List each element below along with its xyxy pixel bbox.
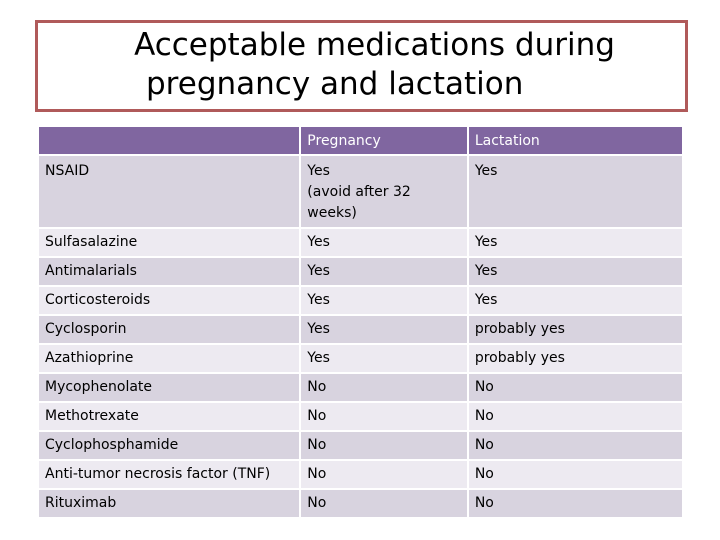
medications-table [37, 125, 684, 519]
pregnancy-cell: Yes [301, 229, 467, 256]
table-row [39, 490, 682, 517]
header-pregnancy: Pregnancy [301, 127, 467, 154]
lactation-cell: probably yes [469, 316, 682, 343]
table-row [39, 461, 682, 488]
pregnancy-cell: No [301, 432, 467, 459]
drug-cell: Azathioprine [39, 345, 299, 372]
pregnancy-cell: No [301, 403, 467, 430]
pregnancy-cell: Yes [301, 258, 467, 285]
lactation-cell: probably yes [469, 345, 682, 372]
table-row [39, 229, 682, 256]
lactation-cell: Yes [469, 258, 682, 285]
pregnancy-cell: Yes [301, 316, 467, 343]
table-row [39, 374, 682, 401]
table-row [39, 432, 682, 459]
table-row [39, 258, 682, 285]
lactation-cell: No [469, 374, 682, 401]
table-row [39, 316, 682, 343]
pregnancy-cell: No [301, 490, 467, 517]
header-lactation: Lactation [469, 127, 682, 154]
drug-cell: Cyclosporin [39, 316, 299, 343]
title-line-1: Acceptable medications during [134, 27, 615, 63]
table-row [39, 403, 682, 430]
table-header-row [39, 127, 682, 154]
drug-cell: Methotrexate [39, 403, 299, 430]
lactation-cell: Yes [469, 287, 682, 314]
table-row [39, 156, 682, 227]
title-line-2: pregnancy and lactation [146, 65, 524, 102]
pregnancy-cell: No [301, 374, 467, 401]
pregnancy-cell: No [301, 461, 467, 488]
pregnancy-value: Yes [307, 163, 330, 179]
lactation-cell: Yes [469, 156, 682, 227]
page-title [38, 23, 685, 109]
drug-cell: Sulfasalazine [39, 229, 299, 256]
header-drug [39, 127, 299, 154]
drug-cell: Cyclophosphamide [39, 432, 299, 459]
lactation-cell: No [469, 403, 682, 430]
drug-cell: Anti-tumor necrosis factor (TNF) [39, 461, 299, 488]
pregnancy-note: (avoid after 32 weeks) [307, 184, 411, 221]
drug-cell: Antimalarials [39, 258, 299, 285]
lactation-cell: No [469, 490, 682, 517]
drug-cell: Rituximab [39, 490, 299, 517]
title-box [35, 20, 688, 112]
drug-cell: Mycophenolate [39, 374, 299, 401]
lactation-cell: No [469, 461, 682, 488]
pregnancy-cell [301, 156, 467, 227]
table-row [39, 345, 682, 372]
lactation-cell: No [469, 432, 682, 459]
pregnancy-cell: Yes [301, 345, 467, 372]
pregnancy-cell: Yes [301, 287, 467, 314]
lactation-cell: Yes [469, 229, 682, 256]
table-row [39, 287, 682, 314]
drug-cell: Corticosteroids [39, 287, 299, 314]
drug-cell: NSAID [39, 156, 299, 227]
